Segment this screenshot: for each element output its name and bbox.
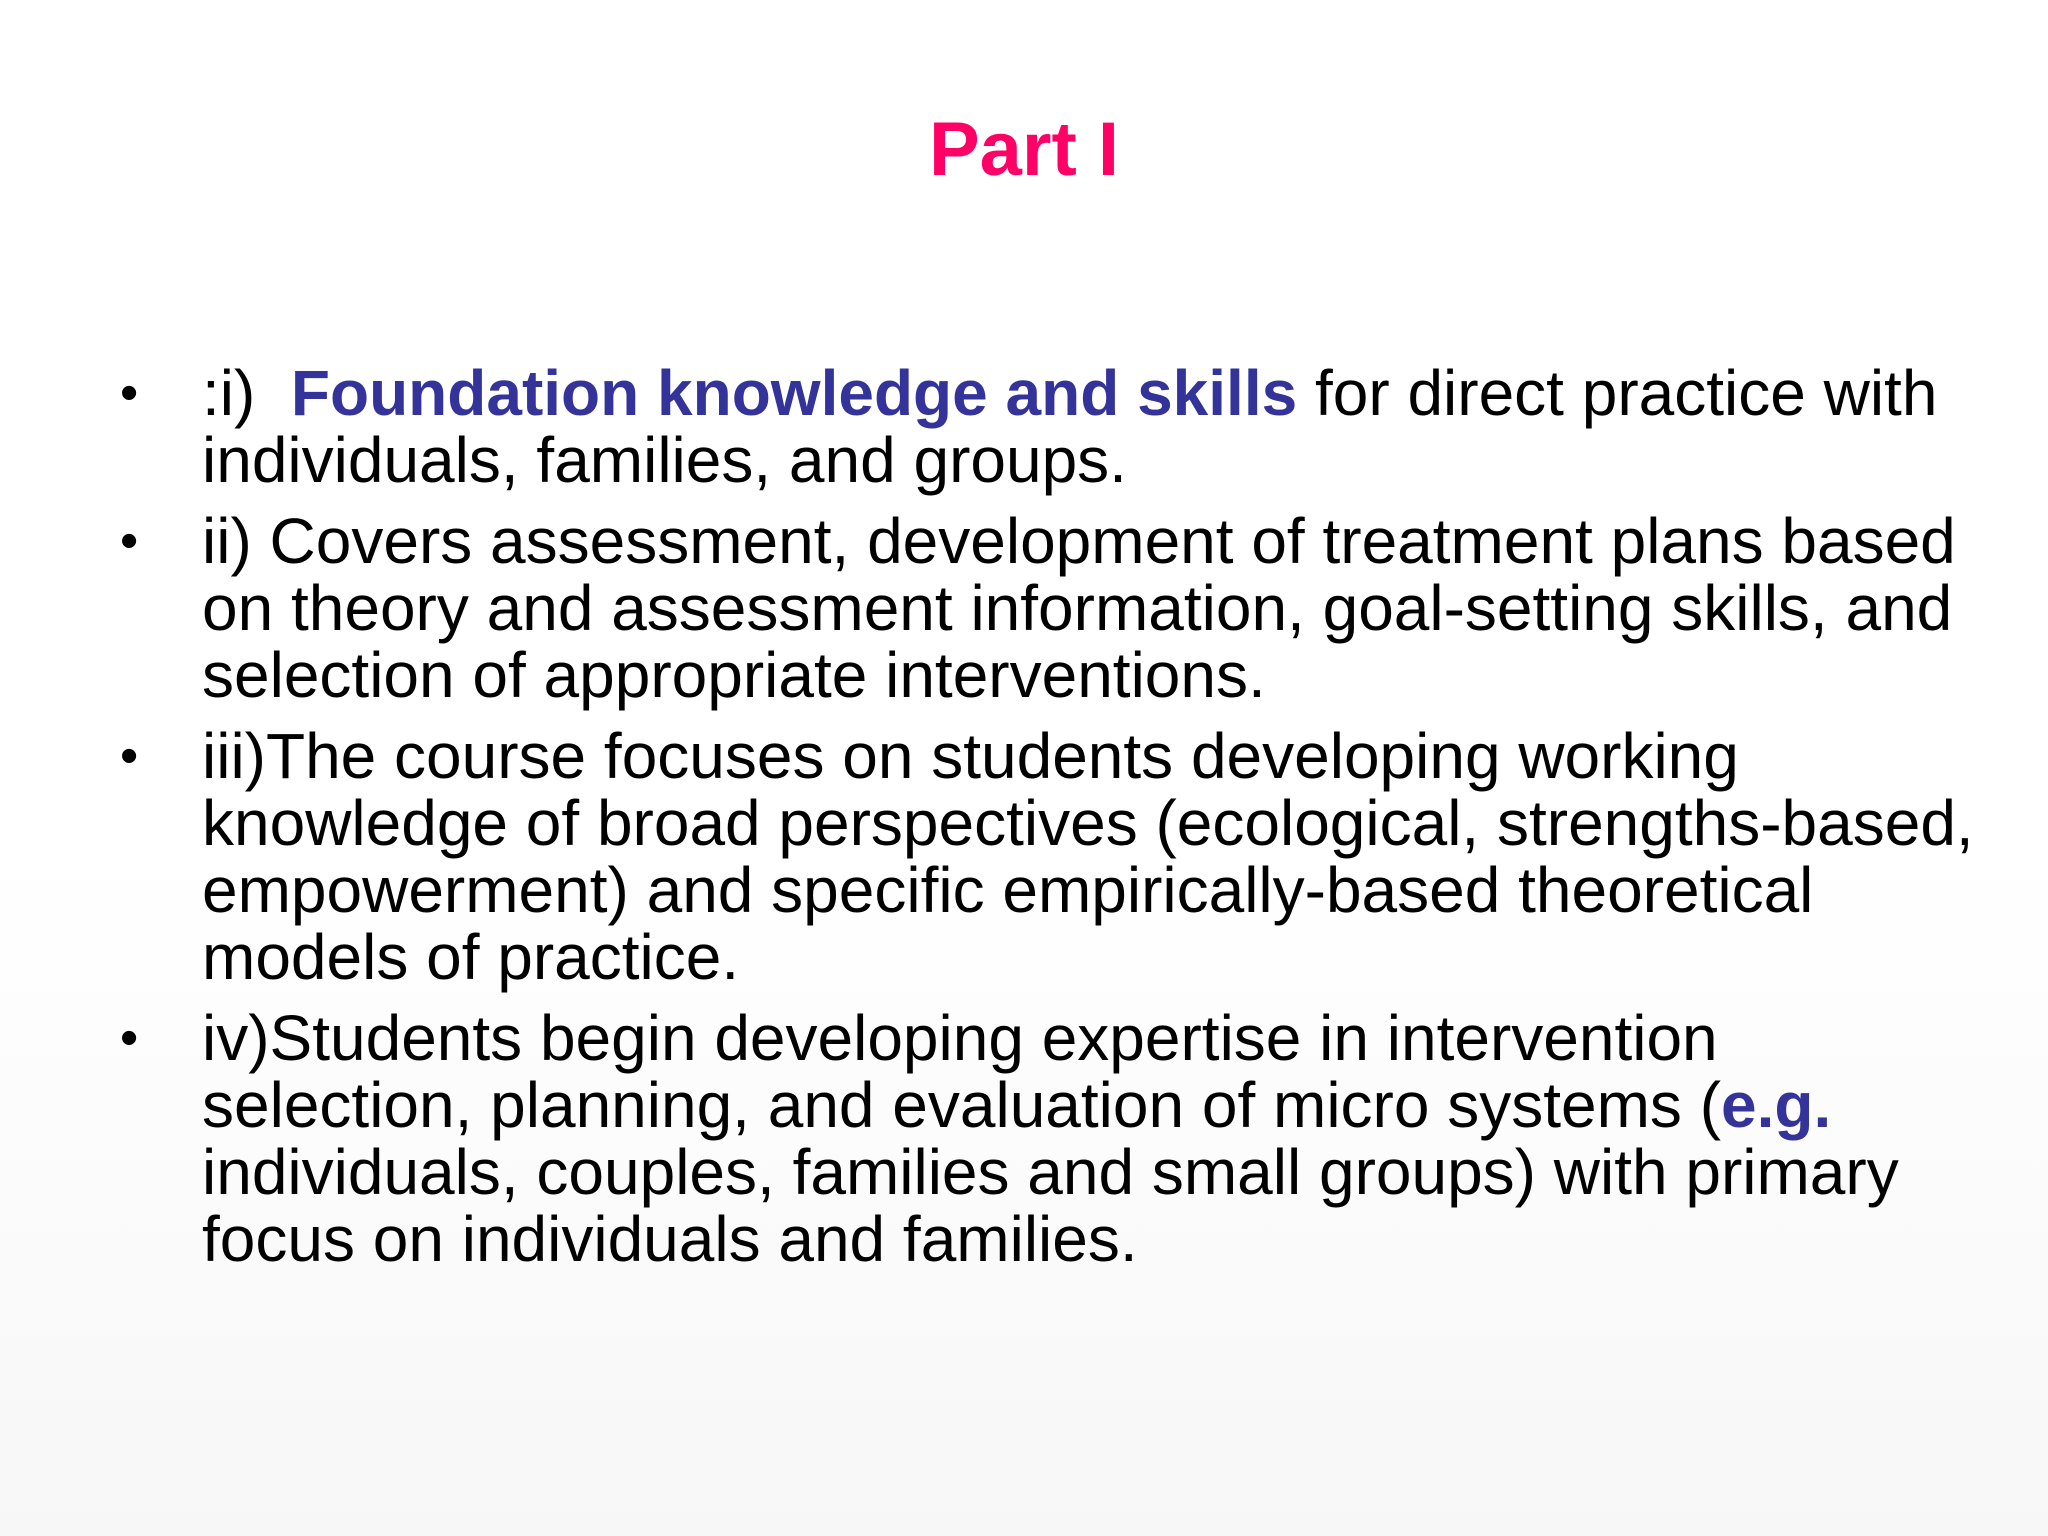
- bullet-1-highlight: Foundation knowledge and skills: [290, 357, 1298, 429]
- bullet-4-text-after: individuals, couples, families and small groups) with primary focus on individuals and families.: [202, 1136, 1899, 1275]
- bullet-4-highlight: e.g.: [1721, 1069, 1832, 1141]
- bullet-3-text: iii)The course focuses on students developing working knowledge of broad perspectives (ecological, strengths-based, empowerment) and specific empirically-based theoretical models of practice.: [202, 720, 1974, 993]
- bullet-icon: •: [120, 364, 139, 422]
- bullet-2-text: ii) Covers assessment, development of treatment plans based on theory and assessment information, goal-setting skills, and selection of appropriate interventions.: [202, 505, 1956, 711]
- bullet-1-prefix: :i): [202, 357, 291, 429]
- slide-title: Part I: [928, 107, 1120, 192]
- bullet-item-1: [120, 357, 1980, 496]
- bullet-list: [120, 357, 1980, 1287]
- bullet-item-3: [120, 720, 1980, 993]
- bullet-4-text-before: iv)Students begin developing expertise in intervention selection, planning, and evaluation of micro systems (: [202, 1002, 1721, 1141]
- bullet-icon: •: [120, 727, 139, 785]
- bullet-icon: •: [120, 512, 139, 570]
- bullet-1-text: for direct practice with individuals, families, and groups.: [202, 357, 1938, 496]
- bullet-item-4: [120, 1002, 1980, 1275]
- bullet-icon: •: [120, 1009, 139, 1067]
- bullet-item-2: [120, 505, 1980, 711]
